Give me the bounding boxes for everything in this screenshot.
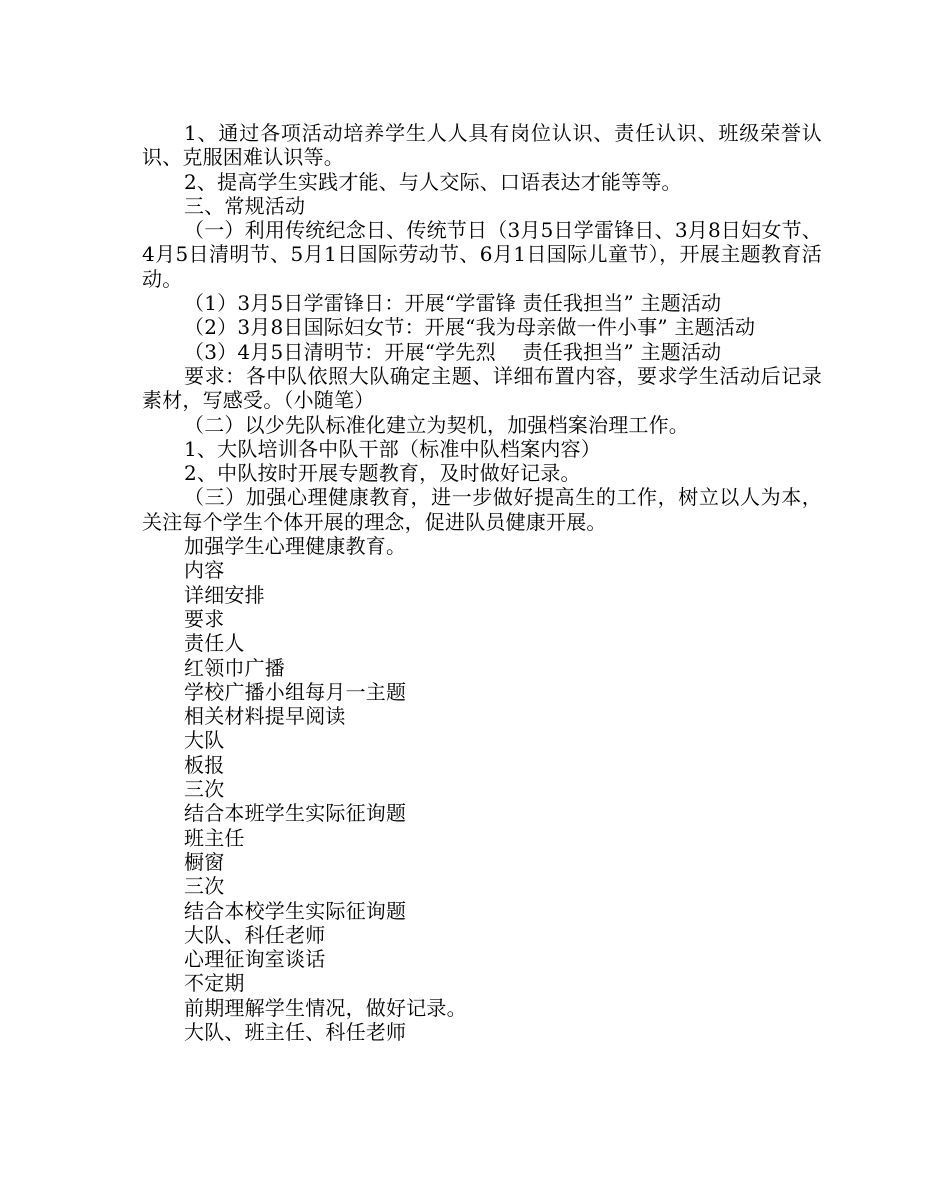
paragraph-mental-health: （三）加强心理健康教育，进一步做好提高生的工作，树立以人为本，关注每个学生个体开展的理念，促进队员健康开展。 — [142, 485, 822, 534]
paragraph-traditional-days: （一）利用传统纪念日、传统节日（3月5日学雷锋日、3月8日妇女节、4月5日清明节、5月1日国际劳动节、6月1日国际儿童节），开展主题教育活动。 — [142, 218, 822, 291]
list-item: 大队 — [184, 728, 225, 753]
list-item: 要求 — [184, 606, 225, 631]
list-item: 班主任 — [184, 825, 245, 850]
paragraph-archives: （二）以少先队标准化建立为契机，加强档案治理工作。 — [184, 412, 689, 437]
paragraph-activity-3: （3）4月5日清明节：开展“学先烈 责任我担当” 主题活动 — [184, 339, 722, 364]
list-item: 责任人 — [184, 631, 245, 656]
paragraph-requirements: 要求：各中队依照大队确定主题、详细布置内容，要求学生活动后记录素材，写感受。（小随笔） — [142, 363, 822, 413]
paragraph-activity-2: （2）3月8日国际妇女节：开展“我为母亲做一件小事” 主题活动 — [184, 315, 756, 340]
list-item: 橱窗 — [184, 849, 225, 874]
paragraph-education: 2、中队按时开展专题教育，及时做好记录。 — [184, 461, 581, 486]
list-item: 三次 — [184, 777, 225, 802]
list-item: 大队、科任老师 — [184, 922, 326, 947]
paragraph-mental-health-summary: 加强学生心理健康教育。 — [184, 534, 407, 559]
paragraph-goal-1: 1、通过各项活动培养学生人人具有岗位认识、责任认识、班级荣誉认识、克服困难认识等。 — [142, 121, 822, 170]
list-item: 相关材料提早阅读 — [184, 704, 346, 729]
list-item: 内容 — [184, 558, 225, 583]
list-item: 板报 — [184, 752, 225, 777]
list-item: 详细安排 — [184, 582, 265, 607]
list-item: 三次 — [184, 874, 225, 899]
document-body — [142, 121, 822, 1044]
list-item: 结合本校学生实际征询题 — [184, 898, 407, 923]
list-item: 前期理解学生情况，做好记录。 — [184, 995, 467, 1020]
paragraph-training: 1、大队培训各中队干部（标准中队档案内容） — [184, 436, 601, 461]
list-item: 大队、班主任、科任老师 — [184, 1019, 407, 1044]
paragraph-activity-1: （1）3月5日学雷锋日：开展“学雷锋 责任我担当” 主题活动 — [184, 291, 722, 316]
section-heading-routine: 三、常规活动 — [184, 193, 306, 218]
list-item: 结合本班学生实际征询题 — [184, 801, 407, 826]
list-item: 学校广播小组每月一主题 — [184, 679, 407, 704]
list-item: 红领巾广播 — [184, 655, 285, 680]
list-item: 心理征询室谈话 — [184, 947, 326, 972]
paragraph-goal-2: 2、提高学生实践才能、与人交际、口语表达才能等等。 — [184, 169, 682, 194]
list-item: 不定期 — [184, 971, 245, 996]
